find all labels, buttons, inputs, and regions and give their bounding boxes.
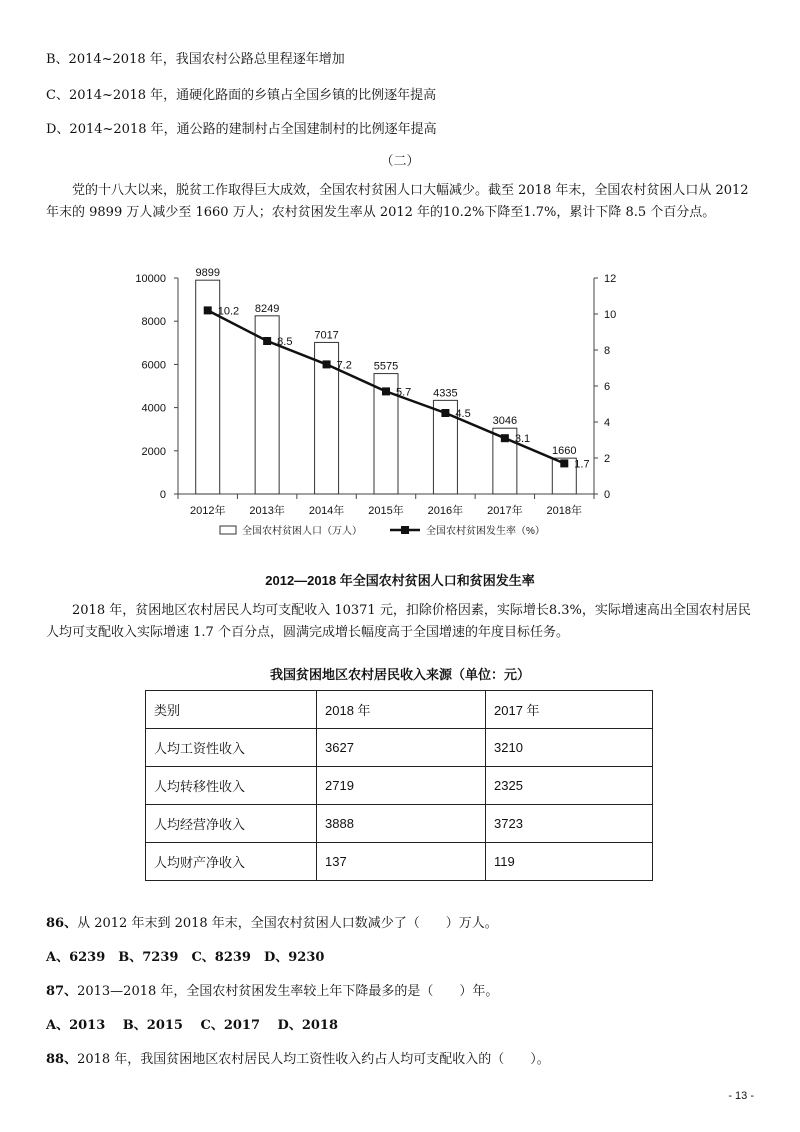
paragraph-2: 2018 年，贫困地区农村居民人均可支配收入 10371 元，扣除价格因素，实际增长8.3%，实际增速高出全国农村居民人均可支配收入实际增速 1.7 个百分点，圆满完成增长幅度高于全国增速的年度目标任务。 [46,603,751,640]
table-row [146,843,653,881]
bar-value-label: 7017 [314,329,339,342]
question-text: 2018 年，我国贫困地区农村居民人均工资性收入约占人均可支配收入的（ ）。 [77,1052,550,1067]
legend-line-marker [401,526,409,534]
table-cell: 3627 [317,729,486,767]
left-tick-label: 0 [159,489,166,501]
paragraph-1: 党的十八大以来，脱贫工作取得巨大成效，全国农村贫困人口大幅减少。截至 2018 年末，全国农村贫困人口从 2012 年末的 9899 万人减少至 1660 万人；农村贫困发生率从 2012 年的10.2%下降至1.7%，累计下降 8.5 个百分点。 [46,183,749,220]
chart-title: 2012—2018 年全国农村贫困人口和贫困发生率 [265,573,535,588]
option-b: B、2014~2018 年，我国农村公路总里程逐年增加 [46,52,345,67]
right-tick-label: 8 [604,345,611,357]
table-cell: 2325 [486,767,653,805]
question-text: 从 2012 年末到 2018 年末，全国农村贫困人口数减少了（ ）万人。 [77,916,498,931]
x-tick-label: 2014年 [308,505,345,517]
x-tick-label: 2012年 [189,505,226,517]
section-title: （二） [380,154,420,169]
table-cell: 3723 [486,805,653,843]
left-tick-label: 6000 [141,359,166,372]
poverty-chart [120,262,617,552]
bar-value-label: 5575 [373,360,399,373]
table-cell: 137 [317,843,486,881]
rate-marker [263,337,271,345]
rate-marker [560,459,568,467]
table-header-row [146,691,653,729]
question-number: 86、 [46,916,78,931]
rate-value-label: 5.7 [396,386,412,399]
right-tick-label: 12 [604,273,617,285]
table-cell: 人均转移性收入 [146,767,317,805]
table-row [146,805,653,843]
income-source-table [145,690,653,881]
table-cell: 3210 [486,729,653,767]
legend-bar-label: 全国农村贫困人口（万人） [242,526,362,537]
rate-value-label: 4.5 [455,408,471,420]
table-cell: 2719 [317,767,486,805]
left-tick-label: 4000 [141,402,166,415]
right-tick-label: 6 [604,381,611,393]
question-number: 87、 [46,984,78,999]
x-tick-label: 2015年 [368,505,404,517]
question-87-options: A、2013 B、2015 C、2017 D、2018 [46,1018,338,1033]
rate-value-label: 3.1 [514,433,531,446]
rate-marker [382,387,390,395]
question-87 [46,980,498,999]
table-header-cell: 2017 年 [486,691,653,729]
left-tick-label: 8000 [141,316,166,329]
table-row [146,767,653,805]
bar-value-label: 1660 [552,445,577,458]
option-d: D、2014~2018 年，通公路的建制村占全国建制村的比例逐年提高 [46,122,437,137]
rate-value-label: 1.7 [574,458,590,471]
question-86-options: A、6239 B、7239 C、8239 D、9230 [46,950,325,965]
table-title: 我国贫困地区农村居民收入来源（单位：元） [269,667,530,682]
table-cell: 119 [486,843,653,881]
rate-value-label: 7.2 [336,359,352,372]
legend-bar-swatch [220,526,236,534]
x-tick-label: 2017年 [487,505,523,517]
table-cell: 人均财产净收入 [146,843,317,881]
rate-marker [204,306,212,314]
rate-marker [501,434,509,442]
left-tick-label: 10000 [135,273,166,285]
bar-value-label: 9899 [195,267,220,280]
table-header-cell: 类别 [146,691,317,729]
right-tick-label: 2 [604,453,611,465]
page-number: - 13 - [728,1090,754,1102]
table-cell: 人均工资性收入 [146,729,317,767]
question-88 [46,1048,550,1067]
rate-marker [323,360,331,368]
right-tick-label: 4 [604,417,611,429]
right-tick-label: 0 [604,489,611,501]
rate-marker [441,409,449,417]
question-text: 2013—2018 年，全国农村贫困发生率较上年下降最多的是（ ）年。 [77,984,499,999]
table-row [146,729,653,767]
question-number: 88、 [46,1052,78,1067]
x-tick-label: 2013年 [249,505,285,517]
question-86 [46,912,498,931]
right-tick-label: 10 [604,309,617,321]
rate-value-label: 10.2 [217,305,240,318]
left-tick-label: 2000 [141,445,166,458]
bar-value-label: 3046 [492,415,518,428]
bar-value-label: 8249 [254,302,280,315]
table-header-cell: 2018 年 [317,691,486,729]
option-c: C、2014~2018 年，通硬化路面的乡镇占全国乡镇的比例逐年提高 [46,88,437,103]
table-cell: 3888 [317,805,486,843]
rate-value-label: 8.5 [277,336,293,348]
legend-line-label: 全国农村贫困发生率（%） [426,526,545,537]
x-tick-label: 2018年 [546,505,583,517]
x-tick-label: 2016年 [427,505,464,517]
bar-value-label: 4335 [433,387,458,400]
table-cell: 人均经营净收入 [146,805,317,843]
